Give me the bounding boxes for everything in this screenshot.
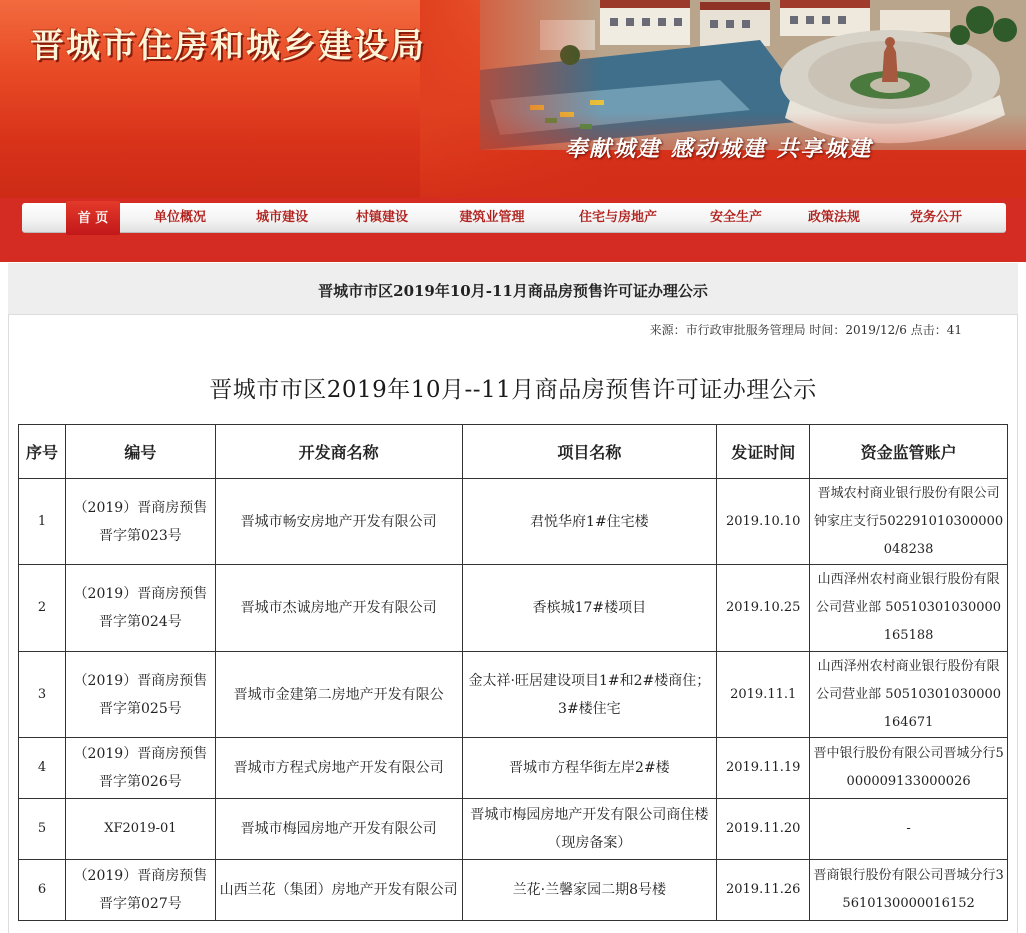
nav-item-about[interactable]: 单位概况 xyxy=(153,210,206,225)
cell-project: 金太祥·旺居建设项目1#和2#楼商住；3#楼住宅 xyxy=(462,652,717,738)
nav-item-safety[interactable]: 安全生产 xyxy=(709,210,762,225)
cell-developer: 晋城市梅园房地产开发有限公司 xyxy=(215,799,462,860)
cell-seq: 6 xyxy=(19,860,66,921)
cell-date: 2019.10.10 xyxy=(717,479,810,565)
cell-project: 晋城市梅园房地产开发有限公司商住楼（现房备案） xyxy=(462,799,717,860)
cell-project: 君悦华府1#住宅楼 xyxy=(462,479,717,565)
table-row xyxy=(19,738,1008,799)
cell-project: 兰花·兰馨家园二期8号楼 xyxy=(462,860,717,921)
cell-developer: 晋城市金建第二房地产开发有限公 xyxy=(215,652,462,738)
main-nav xyxy=(22,203,1006,233)
table-row xyxy=(19,799,1008,860)
cell-account: - xyxy=(810,799,1008,860)
table-header-row xyxy=(19,425,1008,479)
nav-item-policy[interactable]: 政策法规 xyxy=(807,210,860,225)
site-title: 晋城市住房和城乡建设局 xyxy=(30,26,426,66)
cell-seq: 4 xyxy=(19,738,66,799)
header-date: 发证时间 xyxy=(717,425,810,479)
cell-date: 2019.11.20 xyxy=(717,799,810,860)
nav-item-home[interactable]: 首 页 xyxy=(66,201,120,235)
header-code: 编号 xyxy=(65,425,215,479)
nav-item-urban-construction[interactable]: 城市建设 xyxy=(255,210,308,225)
header-account: 资金监管账户 xyxy=(810,425,1008,479)
cell-account: 晋城农村商业银行股份有限公司钟家庄支行502291010300000048238 xyxy=(810,479,1008,565)
cell-code: （2019）晋商房预售晋字第026号 xyxy=(65,738,215,799)
cell-seq: 5 xyxy=(19,799,66,860)
header-project: 项目名称 xyxy=(462,425,717,479)
header-developer: 开发商名称 xyxy=(215,425,462,479)
cell-date: 2019.11.1 xyxy=(717,652,810,738)
table-row xyxy=(19,652,1008,738)
cell-code: （2019）晋商房预售晋字第024号 xyxy=(65,565,215,652)
cell-account: 晋中银行股份有限公司晋城分行5000009133000026 xyxy=(810,738,1008,799)
cell-developer: 山西兰花（集团）房地产开发有限公司 xyxy=(215,860,462,921)
cell-code: （2019）晋商房预售晋字第027号 xyxy=(65,860,215,921)
cell-date: 2019.11.19 xyxy=(717,738,810,799)
document-heading: 晋城市市区2019年10月--11月商品房预售许可证办理公示 xyxy=(209,377,817,403)
cell-code: XF2019-01 xyxy=(65,799,215,860)
city-plaza-photo xyxy=(420,0,1026,205)
cell-account: 山西泽州农村商业银行股份有限公司营业部 50510301030000165188 xyxy=(810,565,1008,652)
article-title-bar: 晋城市市区2019年10月-11月商品房预售许可证办理公示 xyxy=(8,263,1018,315)
table-row xyxy=(19,479,1008,565)
nav-wrapper xyxy=(0,198,1026,262)
cell-seq: 2 xyxy=(19,565,66,652)
cell-developer: 晋城市杰诚房地产开发有限公司 xyxy=(215,565,462,652)
nav-item-housing-real-estate[interactable]: 住宅与房地产 xyxy=(578,210,657,225)
cell-project: 香槟城17#楼项目 xyxy=(462,565,717,652)
table-row xyxy=(19,860,1008,921)
nav-item-building-industry[interactable]: 建筑业管理 xyxy=(459,210,525,225)
cell-code: （2019）晋商房预售晋字第025号 xyxy=(65,652,215,738)
cell-account: 晋商银行股份有限公司晋城分行35610130000016152 xyxy=(810,860,1008,921)
cell-code: （2019）晋商房预售晋字第023号 xyxy=(65,479,215,565)
cell-seq: 3 xyxy=(19,652,66,738)
cell-project: 晋城市方程华街左岸2#楼 xyxy=(462,738,717,799)
cell-developer: 晋城市方程式房地产开发有限公司 xyxy=(215,738,462,799)
cell-developer: 晋城市畅安房地产开发有限公司 xyxy=(215,479,462,565)
nav-item-party-affairs[interactable]: 党务公开 xyxy=(909,210,962,225)
nav-bottom-strip xyxy=(0,236,1026,262)
header-seq: 序号 xyxy=(19,425,66,479)
cell-account: 山西泽州农村商业银行股份有限公司营业部 50510301030000164671 xyxy=(810,652,1008,738)
header-banner xyxy=(0,0,1026,205)
permit-table xyxy=(18,424,1008,921)
nav-item-village-construction[interactable]: 村镇建设 xyxy=(355,210,408,225)
article-meta: 来源：市行政审批服务管理局 时间：2019/12/6 点击：41 xyxy=(649,323,962,337)
cell-date: 2019.10.25 xyxy=(717,565,810,652)
cell-date: 2019.11.26 xyxy=(717,860,810,921)
table-row xyxy=(19,565,1008,652)
slogan: 奉献城建 感动城建 共享城建 xyxy=(565,137,873,162)
cell-seq: 1 xyxy=(19,479,66,565)
